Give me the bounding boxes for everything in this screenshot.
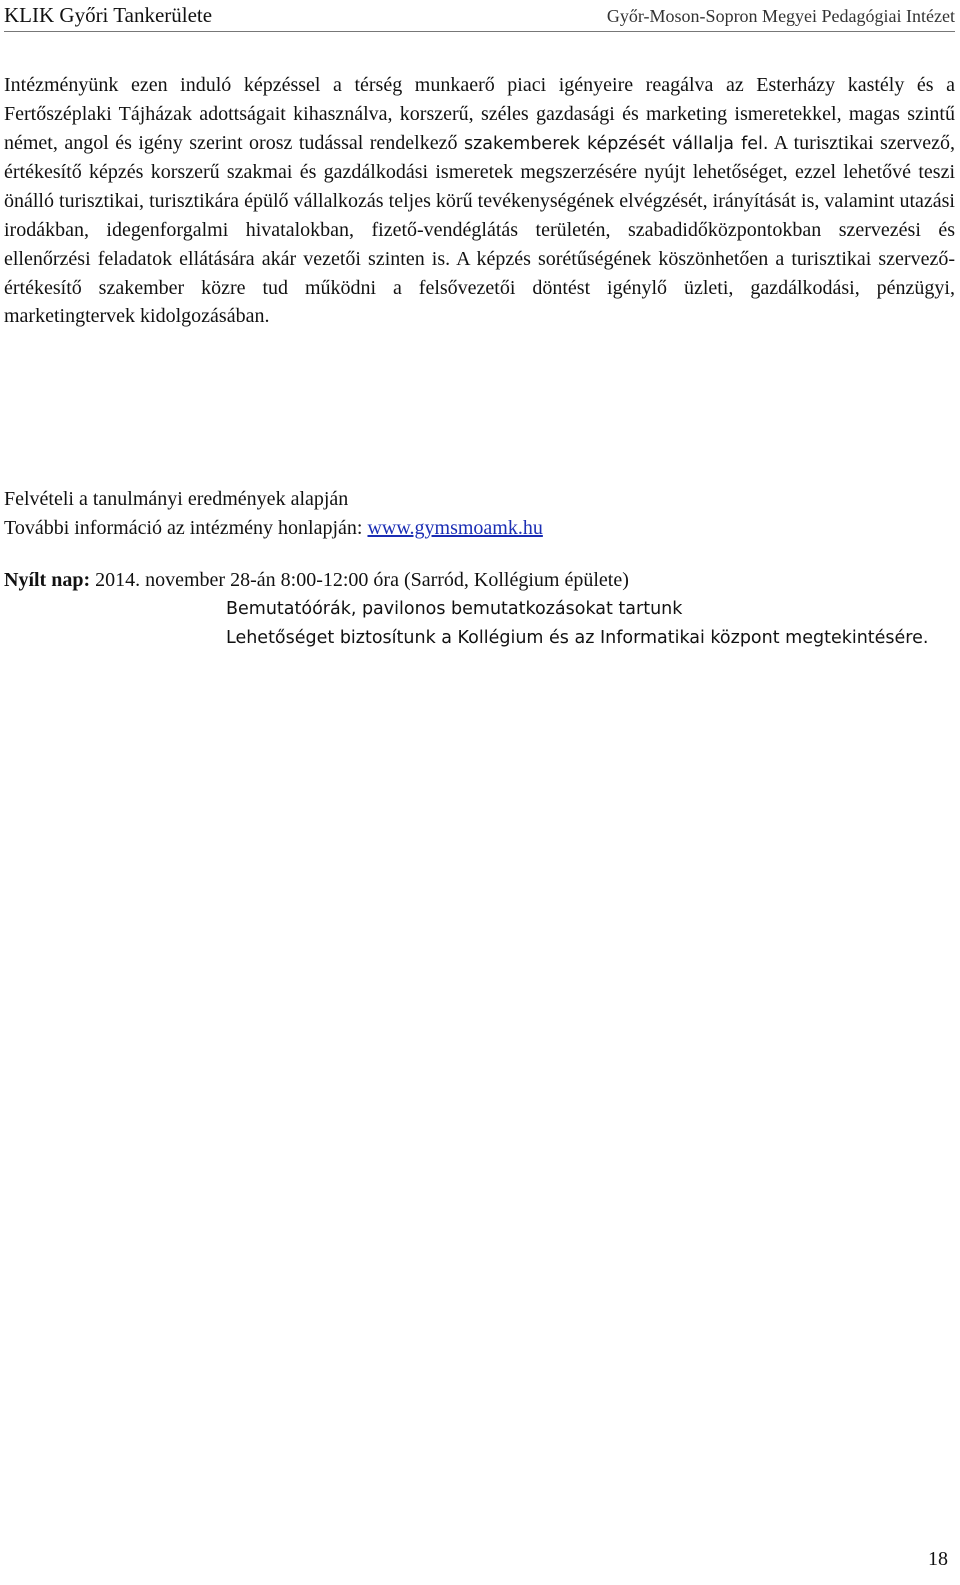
open-day-block xyxy=(4,566,955,653)
more-info-line xyxy=(4,514,955,543)
page-header xyxy=(4,0,955,32)
paragraph-sans-part: szakemberek képzését vállalja fel. xyxy=(463,133,769,154)
info-block xyxy=(4,485,955,543)
more-info-label: További információ az intézmény honlapján: xyxy=(4,517,368,539)
paragraph-rest: A turisztikai szervező, értékesítő képzés korszerű szakmai és gazdálkodási ismeretek megszerzésére nyújt lehetőséget, ezzel lehetővé teszi önálló turisztikai, turisztikára épülő vállalkozás teljes körű tevékenységének elvégzését, irányítását is, valamint utazási irodákban, idegenforgalmi hivatalokban, fizető-vendéglátás területén, szabadidőközpontokban szervezési és ellenőrzési feladatok ellátására akár vezetői szinten is. A képzés sorétűségének köszönhetően a turisztikai szervező-értékesítő szakember közre tud működni a felsővezetői döntést igénylő üzleti, gazdálkodási, pénzügyi, marketingtervek kidolgozásában. xyxy=(4,131,956,328)
open-day-line-1: Bemutatóórák, pavilonos bemutatkozásokat tartunk xyxy=(226,599,683,619)
main-paragraph xyxy=(4,71,955,331)
website-link[interactable]: www.gymsmoamk.hu xyxy=(367,517,543,539)
paragraph-intro: Intézményünk ezen induló képzéssel a térség munkaerő piaci igényeire reagálva az Esterházy kastély és a Fertőszéplaki Tájházak adottságait kihasználva, korszerű, széles gazdasági és marketing ismeretekkel, magas szintű német, angol és igény szerint orosz tudással rendelkező xyxy=(4,74,955,154)
page-number: 18 xyxy=(928,1548,948,1570)
open-day-line-2: Lehetőséget biztosítunk a Kollégium és az Informatikai központ megtekintésére. xyxy=(226,628,929,648)
admission-line: Felvételi a tanulmányi eredmények alapján xyxy=(4,488,349,510)
open-day-heading xyxy=(4,566,955,595)
header-right-title: Győr-Moson-Sopron Megyei Pedagógiai Intézet xyxy=(606,6,955,26)
open-day-label: Nyílt nap: xyxy=(4,569,91,591)
header-left-title: KLIK Győri Tankerülete xyxy=(4,3,213,27)
open-day-program xyxy=(226,595,955,653)
open-day-details: 2014. november 28-án 8:00-12:00 óra (Sarród, Kollégium épülete) xyxy=(90,569,629,591)
